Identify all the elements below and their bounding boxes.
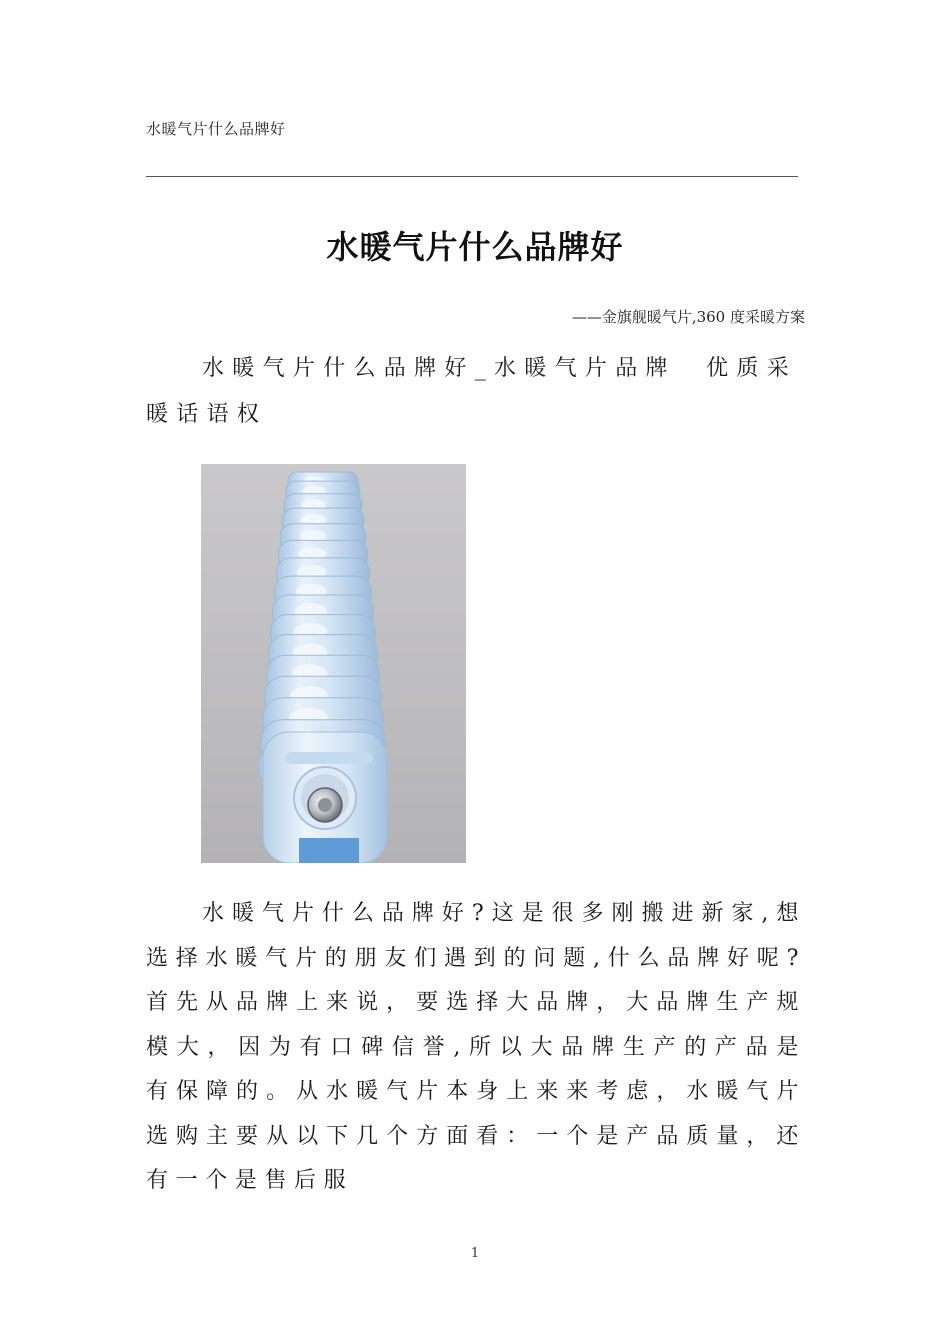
page-number: 1 xyxy=(470,1246,480,1261)
radiator-photo xyxy=(201,464,466,863)
running-header: 水暖气片什么品牌好 xyxy=(146,120,286,138)
radiator-illustration xyxy=(201,464,466,863)
lead-paragraph: 水暖气片什么品牌好_水暖气片品牌 优质采暖话语权 xyxy=(146,356,798,427)
document-title: 水暖气片什么品牌好 xyxy=(326,228,624,266)
body-paragraph: 水暖气片什么品牌好?这是很多刚搬进新家,想选择水暖气片的朋友们遇到的问题,什么品牌好呢?首先从品牌上来说，要选择大品牌，大品牌生产规模大，因为有口碑信誉,所以大品牌生产的产品是有保障的。从水暖气片本身上来来考虑，水暖气片选购主要从以下几个方面看：一个是产品质量，还有一个是售后服 xyxy=(146,901,806,1193)
header-rule xyxy=(146,176,798,177)
document-subtitle: ——金旗舰暖气片,360 度采暖方案 xyxy=(571,308,805,326)
